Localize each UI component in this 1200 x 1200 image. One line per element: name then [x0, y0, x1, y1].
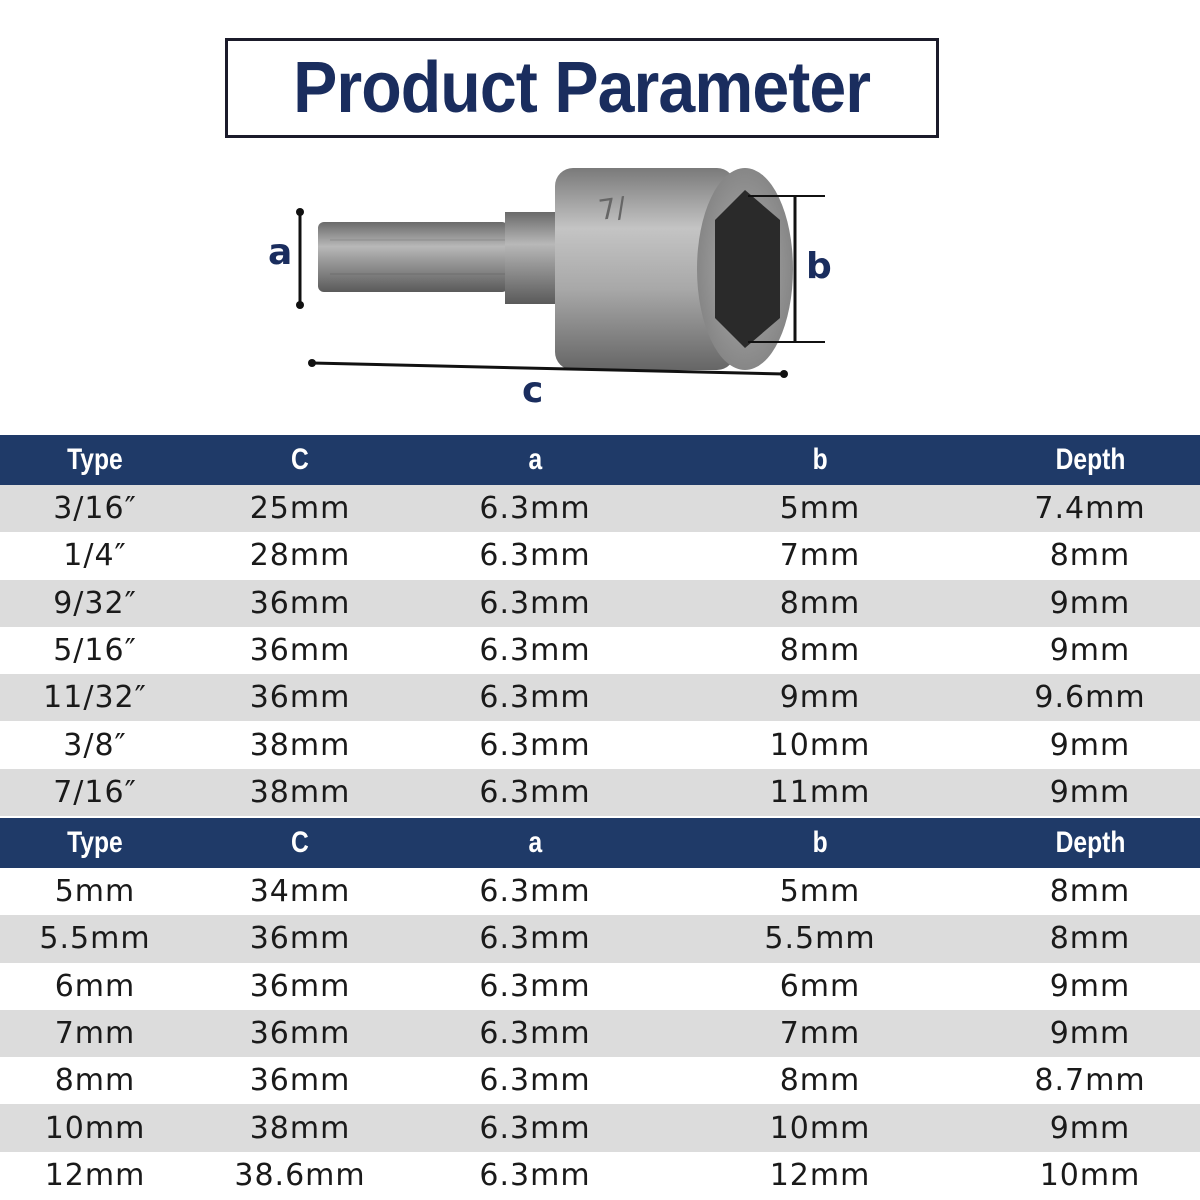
cell-b: 11mm	[660, 769, 980, 816]
cell-type: 8mm	[54, 1063, 136, 1099]
table-row	[0, 1057, 1200, 1104]
table-row	[0, 1104, 1200, 1151]
cell-type: 7mm	[0, 1010, 190, 1057]
table-row	[0, 963, 1200, 1010]
cell-depth: 9mm	[1049, 727, 1131, 763]
cell-c: 38mm	[190, 769, 410, 816]
cell-a: 6.3mm	[479, 1063, 591, 1099]
header-type: Type	[0, 818, 190, 868]
table-row	[0, 868, 1200, 915]
cell-b: 5.5mm	[660, 915, 980, 962]
cell-depth: 8.7mm	[1034, 1063, 1146, 1099]
cell-type: 5.5mm	[0, 915, 190, 962]
cell-type: 10mm	[0, 1104, 190, 1151]
cell-c: 34mm	[249, 874, 351, 910]
header-c: C	[190, 435, 410, 485]
table-row	[0, 1152, 1200, 1199]
header-c: C	[190, 818, 410, 868]
size-marking: 7/	[596, 190, 628, 227]
cell-c: 38mm	[190, 1104, 410, 1151]
cell-b: 7mm	[660, 1010, 980, 1057]
table-row	[0, 721, 1200, 768]
cell-c: 36mm	[249, 1063, 351, 1099]
cell-a: 6.3mm	[410, 580, 660, 627]
cell-a: 6.3mm	[479, 538, 591, 574]
cell-b: 8mm	[779, 1063, 861, 1099]
table-row	[0, 915, 1200, 962]
header-depth: Depth	[980, 435, 1200, 485]
header-depth: Depth	[980, 818, 1200, 868]
cell-type: 3/16″	[0, 485, 190, 532]
table-row	[0, 1010, 1200, 1057]
cell-b: 5mm	[660, 485, 980, 532]
cell-depth: 9mm	[1049, 633, 1131, 669]
cell-depth: 8mm	[1049, 538, 1131, 574]
cell-depth: 10mm	[1039, 1157, 1141, 1193]
metric-size-table	[0, 818, 1200, 1199]
cell-type: 11/32″	[0, 674, 190, 721]
header-a: a	[410, 818, 660, 868]
table-row	[0, 532, 1200, 579]
cell-type: 9/32″	[0, 580, 190, 627]
cell-a: 6.3mm	[479, 968, 591, 1004]
cell-a: 6.3mm	[410, 915, 660, 962]
table-row	[0, 769, 1200, 816]
cell-c: 36mm	[190, 1010, 410, 1057]
table-row	[0, 580, 1200, 627]
cell-depth: 9mm	[980, 769, 1200, 816]
cell-c: 28mm	[249, 538, 351, 574]
table-row	[0, 485, 1200, 532]
page-title: Product Parameter	[293, 48, 871, 128]
table-header-row	[0, 435, 1200, 485]
cell-b: 12mm	[769, 1157, 871, 1193]
header-a: a	[410, 435, 660, 485]
cell-type: 6mm	[54, 968, 136, 1004]
cell-c: 36mm	[249, 968, 351, 1004]
cell-a: 6.3mm	[410, 1010, 660, 1057]
cell-type: 3/8″	[63, 727, 127, 763]
cell-a: 6.3mm	[410, 769, 660, 816]
cell-depth: 9mm	[980, 580, 1200, 627]
cell-a: 6.3mm	[479, 633, 591, 669]
cell-c: 36mm	[190, 580, 410, 627]
cell-depth: 9mm	[980, 1104, 1200, 1151]
dimension-b-label: b	[806, 246, 832, 287]
product-diagram	[0, 150, 1200, 420]
cell-b: 6mm	[779, 968, 861, 1004]
cell-a: 6.3mm	[479, 1157, 591, 1193]
cell-depth: 7.4mm	[980, 485, 1200, 532]
table-row	[0, 674, 1200, 721]
dimension-c-label: c	[522, 370, 544, 411]
nut-driver-illustration	[0, 150, 1200, 420]
cell-depth: 8mm	[980, 915, 1200, 962]
cell-a: 6.3mm	[479, 727, 591, 763]
inch-size-table	[0, 435, 1200, 816]
cell-type: 7/16″	[0, 769, 190, 816]
cell-type: 12mm	[44, 1157, 146, 1193]
header-b: b	[660, 435, 980, 485]
header-type: Type	[0, 435, 190, 485]
cell-type: 1/4″	[63, 538, 127, 574]
cell-depth: 8mm	[1049, 874, 1131, 910]
cell-c: 38mm	[249, 727, 351, 763]
cell-depth: 9mm	[980, 1010, 1200, 1057]
cell-a: 6.3mm	[410, 485, 660, 532]
cell-a: 6.3mm	[479, 874, 591, 910]
cell-c: 36mm	[190, 915, 410, 962]
table-row	[0, 627, 1200, 674]
cell-b: 8mm	[779, 633, 861, 669]
cell-c: 38.6mm	[234, 1157, 366, 1193]
cell-c: 36mm	[190, 674, 410, 721]
cell-type: 5/16″	[53, 633, 137, 669]
cell-b: 7mm	[779, 538, 861, 574]
cell-depth: 9.6mm	[980, 674, 1200, 721]
table-header-row	[0, 818, 1200, 868]
cell-b: 9mm	[660, 674, 980, 721]
header-b: b	[660, 818, 980, 868]
cell-b: 10mm	[660, 1104, 980, 1151]
dimension-a-label: a	[268, 232, 293, 273]
hex-shank	[318, 222, 508, 292]
cell-c: 36mm	[249, 633, 351, 669]
cell-b: 8mm	[660, 580, 980, 627]
cell-type: 5mm	[54, 874, 136, 910]
title-box	[225, 38, 939, 138]
cell-a: 6.3mm	[410, 674, 660, 721]
cell-depth: 9mm	[1049, 968, 1131, 1004]
hex-opening	[715, 190, 780, 348]
cell-b: 10mm	[769, 727, 871, 763]
cell-b: 5mm	[779, 874, 861, 910]
cell-a: 6.3mm	[410, 1104, 660, 1151]
cell-c: 25mm	[190, 485, 410, 532]
